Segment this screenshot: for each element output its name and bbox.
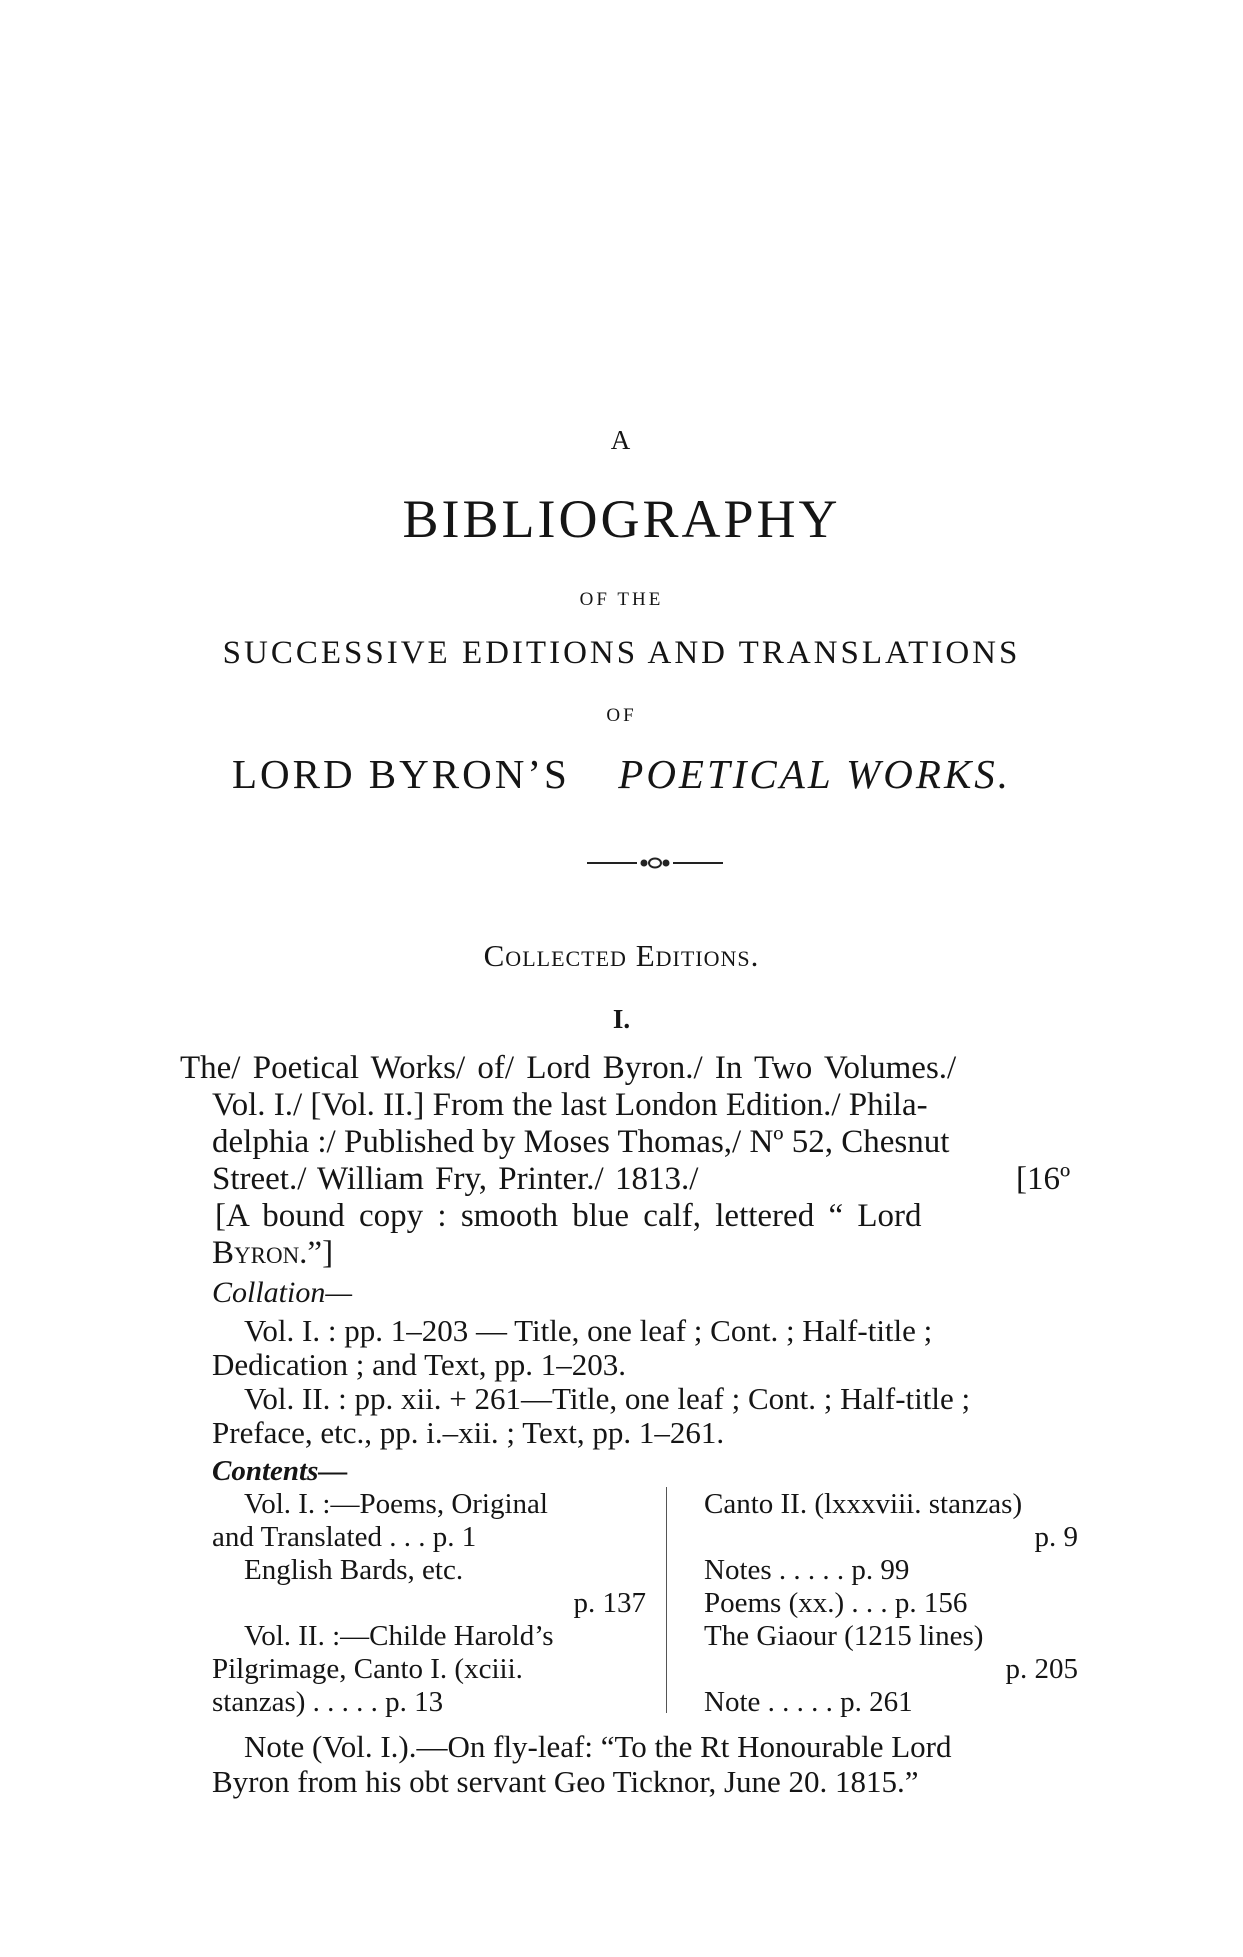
title-of: OF xyxy=(606,705,637,726)
contents-right-2: p. 9 xyxy=(1034,1521,1078,1553)
entry-line-2: Vol. I./ [Vol. II.] From the last London Edition./ Phila- xyxy=(212,1087,928,1123)
note-line-1: Note (Vol. I.).—On fly-leaf: “To the Rt Honourable Lord xyxy=(244,1729,952,1764)
contents-heading: Contents— xyxy=(212,1455,348,1487)
contents-left-7: stanzas) . . . . . p. 13 xyxy=(212,1686,444,1718)
entry-line-3: delphia :/ Published by Moses Thomas,/ Nº 52, Chesnut xyxy=(212,1124,950,1160)
title-of-the: OF THE xyxy=(579,589,664,610)
contents-left-2: and Translated . . . p. 1 xyxy=(212,1521,477,1553)
collation-line-3: Vol. II. : pp. xii. + 261—Title, one leaf ; Cont. ; Half-title ; xyxy=(244,1381,971,1416)
title-article: A xyxy=(610,425,633,455)
collation-line-1: Vol. I. : pp. 1–203 — Title, one leaf ; Cont. ; Half-title ; xyxy=(244,1313,933,1348)
contents-right-7: Note . . . . . p. 261 xyxy=(704,1686,913,1718)
section-number: I. xyxy=(612,1004,631,1034)
contents-right-3: Notes . . . . . p. 99 xyxy=(704,1554,910,1586)
note-line-2: Byron from his obt servant Geo Ticknor, June 20. 1815.” xyxy=(212,1764,919,1799)
contents-left-4: p. 137 xyxy=(573,1587,646,1619)
contents-right-1: Canto II. (lxxxviii. stanzas) xyxy=(704,1488,1023,1520)
title-successive: SUCCESSIVE EDITIONS AND TRANSLATIONS xyxy=(222,635,1021,671)
title-lord-byrons: LORD BYRON’S xyxy=(231,751,570,797)
contents-right-5: The Giaour (1215 lines) xyxy=(704,1620,984,1652)
entry-format: [16º xyxy=(1016,1161,1071,1197)
entry-line-1: The/ Poetical Works/ of/ Lord Byron./ In Two Volumes./ xyxy=(180,1050,957,1086)
contents-left-6: Pilgrimage, Canto I. (xciii. xyxy=(212,1653,523,1685)
copy-note-line-1: [A bound copy : smooth blue calf, lettered “ Lord xyxy=(215,1198,922,1234)
contents-column-divider xyxy=(666,1487,667,1713)
contents-right-6: p. 205 xyxy=(1005,1653,1078,1685)
contents-left-1: Vol. I. :—Poems, Original xyxy=(244,1488,548,1520)
collation-heading: Collation— xyxy=(212,1276,353,1309)
copy-note-line-2: Byron.”] xyxy=(212,1235,334,1271)
title-poetical-works: POETICAL WORKS. xyxy=(618,751,1012,797)
contents-left-3: English Bards, etc. xyxy=(244,1554,464,1586)
entry-line-4: Street./ William Fry, Printer./ 1813./ xyxy=(212,1161,699,1197)
title-works-line xyxy=(0,750,1243,798)
collation-line-2: Dedication ; and Text, pp. 1–203. xyxy=(212,1347,626,1382)
contents-left-5: Vol. II. :—Childe Harold’s xyxy=(244,1620,554,1652)
ornament-divider xyxy=(587,855,723,871)
collation-line-4: Preface, etc., pp. i.–xii. ; Text, pp. 1–261. xyxy=(212,1415,725,1450)
title-bibliography: BIBLIOGRAPHY xyxy=(402,489,841,549)
contents-right-4: Poems (xx.) . . . p. 156 xyxy=(704,1587,968,1619)
section-heading: Collected Editions. xyxy=(483,938,760,973)
